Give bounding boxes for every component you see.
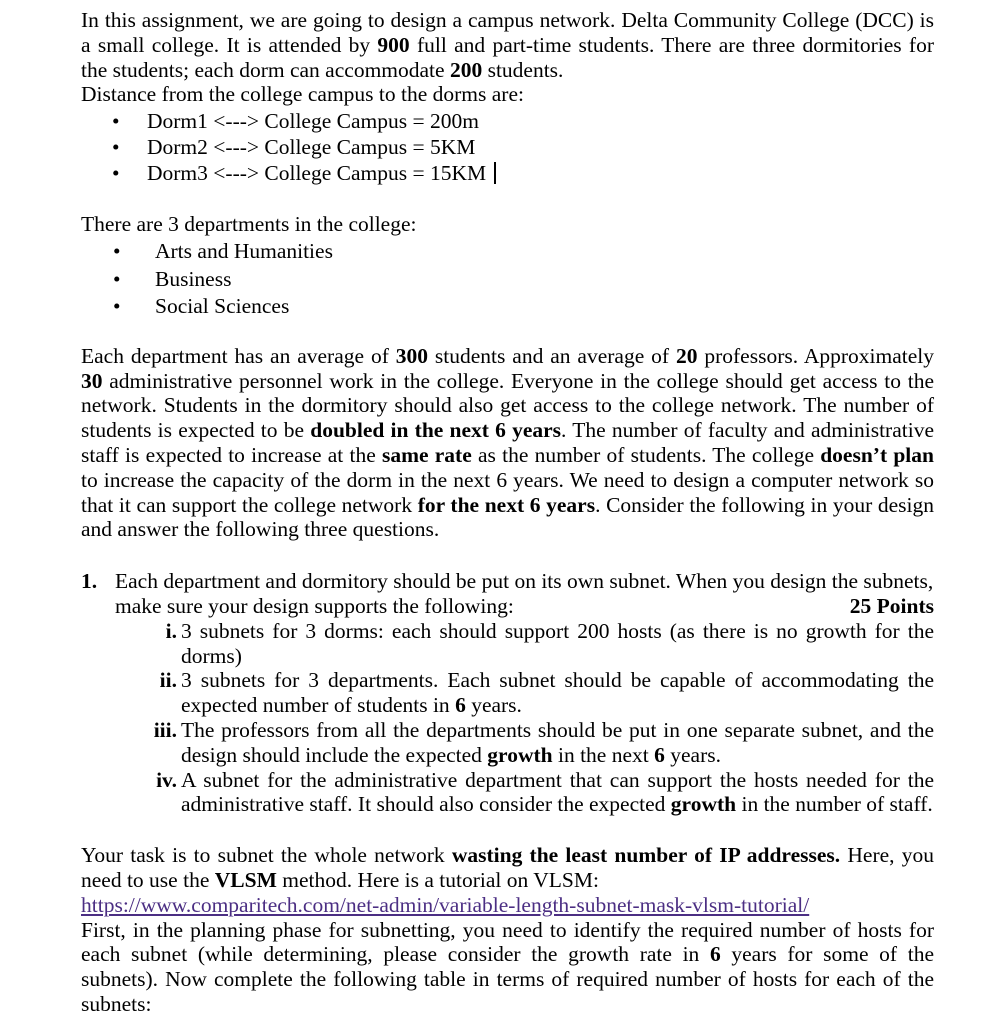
list-item: • Arts and Humanities <box>81 239 934 264</box>
sub-item: ii. 3 subnets for 3 departments. Each subnet should be capable of accommodating the expected number of students in 6 years. <box>159 668 934 718</box>
departments-heading: There are 3 departments in the college: <box>81 212 417 237</box>
question-text: make sure your design supports the following: <box>115 593 514 618</box>
students-count: 900 <box>377 32 410 57</box>
distance-list <box>81 109 934 186</box>
intro-text: full and part-time students. There are three dormitories for the students; each dorm can accommodate <box>81 32 934 82</box>
dorm-capacity: 200 <box>449 57 483 82</box>
task-paragraph: Your task is to subnet the whole network wasting the least number of IP addresses. Here, you need to use the VLSM method. Here is a tutorial on VLSM: <box>81 843 934 892</box>
vlsm-tutorial-link[interactable]: https://www.comparitech.com/net-admin/variable-length-subnet-mask-vlsm-tutorial/ <box>81 892 810 917</box>
sub-item: iv. A subnet for the administrative department that can support the hosts needed for the administrative staff. It should also consider the expected growth in the number of staff. <box>156 767 934 817</box>
text-cursor <box>494 162 496 184</box>
sub-item: iii. The professors from all the departments should be put in one separate subnet, and the design should include the expected growth in the next 6 years. <box>153 717 934 767</box>
distance-heading: Distance from the college campus to the dorms are: <box>81 82 524 107</box>
list-item: • Dorm3 <---> College Campus = 15KM <box>81 161 934 186</box>
intro-text: In this assignment, we are going to design a campus network. Delta Community College (DCC) is a small college. It is attended by <box>81 8 934 57</box>
question-text: Each department and dormitory should be put on its own subnet. When you design the subnets, <box>115 569 934 594</box>
list-item: • Business <box>81 267 934 292</box>
list-item: • Social Sciences <box>81 294 934 319</box>
list-item: • Dorm1 <---> College Campus = 200m <box>81 109 934 134</box>
intro-paragraph <box>81 8 934 82</box>
planning-paragraph: First, in the planning phase for subnetting, you need to identify the required number of hosts for each subnet (while determining, please consider the growth rate in 6 years for some of the subnets). Now complete the following table in terms of required number of hosts for each of the subnets: <box>81 917 935 1016</box>
intro-text: students. <box>482 57 564 82</box>
document-page <box>81 8 934 1017</box>
details-paragraph: Each department has an average of 300 students and an average of 20 professors. Approximately 30 administrative personnel work in the college. Everyone in the college should get access to the network. Students in the dormitory should also get access to the college network. The number of students is expected to be doubled in the next 6 years. The number of faculty and administrative staff is expected to increase at the same rate as the number of students. The college doesn’t plan to increase the capacity of the dorm in the next 6 years. We need to design a computer network so that it can support the college network for the next 6 years. Consider the following in your design and answer the following three questions. <box>81 343 934 542</box>
list-item: • Dorm2 <---> College Campus = 5KM <box>81 135 934 160</box>
question-number: 1. <box>81 569 98 594</box>
points-label: 25 Points <box>849 593 934 618</box>
question-1 <box>81 569 934 817</box>
sub-item: i. 3 subnets for 3 dorms: each should support 200 hosts (as there is no growth for the dorms) <box>165 618 934 668</box>
departments-list <box>81 239 934 318</box>
